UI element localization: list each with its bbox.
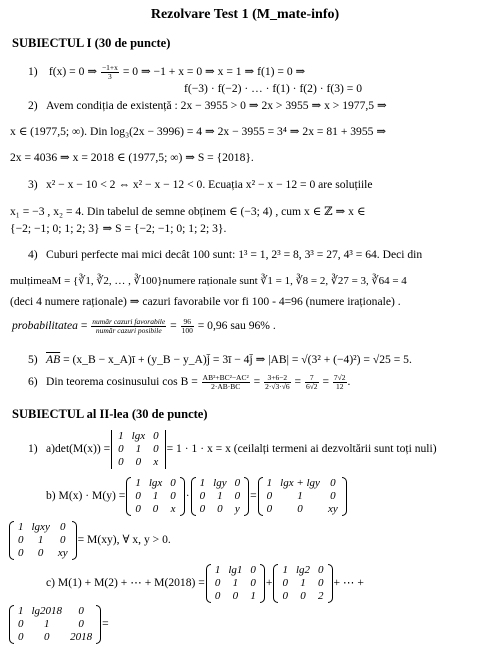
problem-3-line-1: 3) x² − x − 10 < 2 ⇔ x² − x − 12 < 0. Ecuația x² − x − 12 = 0 are soluțiile bbox=[28, 178, 373, 191]
matrix-cell: 0 bbox=[217, 502, 223, 515]
matrix-cell: 0 bbox=[300, 589, 306, 602]
matrix-cell: 1 bbox=[266, 477, 273, 489]
matrix-cell: 0 bbox=[153, 430, 159, 442]
problem-3-line-3: {−2; −1; 0; 1; 2; 3} ⇒ S = {−2; −1; 0; 1; 2; 3}. bbox=[10, 222, 227, 235]
matrix-row bbox=[14, 534, 72, 547]
problem-2-line-3: 2x = 4036 ⇒ x = 2018 ∈ (1977,5; ∞) ⇒ S = {2018}. bbox=[10, 151, 254, 164]
matrix-cell: 0 bbox=[59, 533, 66, 546]
matrix-cell: lg2 bbox=[295, 564, 310, 576]
p6-fraction-2: $\frac{3+6-2}{2\cdot√3\cdot√6}$ bbox=[265, 373, 290, 391]
matrix-cell: 1 bbox=[232, 576, 239, 589]
matrix-cell: 0 bbox=[37, 546, 44, 559]
part-c-line-2: 1 lg2018 0 0 1 0 0 0 2018 = bbox=[8, 605, 109, 644]
problem-5-line: 5) $\overline{AB}$ = (x_B − x_A)ī + (y_B − y_A)j̄ = 3ī − 4j̄ ⇒ |AB| = √(3² + (−4)²) = √25 = 5. bbox=[28, 353, 412, 366]
matrix-cell: 1 bbox=[217, 489, 223, 502]
matrix-cell: lgy bbox=[213, 477, 227, 489]
p6-fraction-4: $\frac{7√2}{12}$ bbox=[333, 373, 346, 391]
matrix-row bbox=[263, 490, 342, 503]
matrix-cell: 2018 bbox=[70, 630, 93, 643]
matrix-sum bbox=[258, 477, 347, 516]
matrix-row bbox=[131, 477, 179, 490]
matrix-cell: 0 bbox=[153, 442, 159, 455]
probability-line: probabilitatea = $\frac{\text{număr cazuri favorabile}}{\text{număr cazuri posibile}}$ = $\frac{96}{100}$ = 0,96 sau 96% . bbox=[12, 317, 276, 335]
matrix-cell: 0 bbox=[135, 489, 141, 502]
matrix-row bbox=[263, 503, 342, 516]
prob-fraction: $\frac{\text{număr cazuri favorabile}}{\text{număr cazuri posibile}}$ bbox=[92, 317, 166, 335]
matrix-cell: xy bbox=[327, 502, 338, 515]
matrix-cell: lgx bbox=[131, 430, 146, 442]
matrix-cell: 0 bbox=[118, 455, 124, 468]
matrix-cell: 0 bbox=[266, 502, 273, 515]
matrix-row bbox=[14, 547, 72, 560]
matrix-cell: 0 bbox=[330, 489, 336, 502]
matrix-cell: lgx + lgy bbox=[280, 477, 320, 489]
matrix-cell: 0 bbox=[152, 502, 159, 515]
matrix-row bbox=[131, 490, 179, 503]
part-b-line-2: 1 lgxy 0 0 1 0 0 0 xy = M(xy), ∀ x, y > 0. bbox=[8, 521, 171, 560]
matrix-cell: 0 bbox=[214, 589, 221, 602]
matrix-cell: 0 bbox=[18, 533, 24, 546]
matrix-cell: lgxy bbox=[31, 521, 50, 533]
matrix-row bbox=[211, 564, 260, 577]
matrix-m1 bbox=[206, 564, 265, 603]
matrix-cell: 0 bbox=[118, 442, 124, 455]
matrix-cell: lgx bbox=[148, 477, 163, 489]
matrix-cell: 1 bbox=[18, 521, 24, 533]
p1-text-b: = 0 ⇒ −1 + x = 0 ⇒ x = 1 ⇒ f(1) = 0 ⇒ bbox=[122, 65, 306, 79]
matrix-cell: 1 bbox=[199, 477, 206, 489]
matrix-cell: 0 bbox=[78, 605, 84, 617]
matrix-row bbox=[131, 503, 179, 516]
matrix-cell: 1 bbox=[135, 477, 141, 489]
matrix-cell: 0 bbox=[282, 589, 288, 602]
matrix-cell: 0 bbox=[78, 617, 84, 630]
matrix-m2 bbox=[273, 564, 332, 603]
matrix-row bbox=[196, 490, 244, 503]
matrix-cell: 0 bbox=[318, 576, 324, 589]
matrix-row bbox=[114, 430, 162, 443]
matrix-row bbox=[263, 477, 342, 490]
matrix-row bbox=[114, 443, 162, 456]
matrix-mx bbox=[126, 477, 184, 516]
matrix-m2018 bbox=[9, 605, 101, 644]
matrix-cell: 0 bbox=[266, 489, 273, 502]
matrix-cell: 0 bbox=[18, 546, 24, 559]
matrix-cell: 1 bbox=[152, 489, 159, 502]
matrix-cell: 0 bbox=[214, 576, 221, 589]
matrix-cell: 0 bbox=[199, 502, 206, 515]
problem-4-line-3: (deci 4 numere raționale) ⇒ cazuri favorabile vor fi 100 - 4=96 (numere iraționale) . bbox=[10, 295, 401, 308]
matrix-mxy bbox=[9, 521, 77, 560]
problem-2-line-1: 2) Avem condiția de existență : 2x − 3955 > 0 ⇒ 2x > 3955 ⇒ x > 1977,5 ⇒ bbox=[28, 99, 387, 112]
matrix-cell: 0 bbox=[170, 489, 176, 502]
matrix-cell: 0 bbox=[135, 502, 141, 515]
matrix-row bbox=[14, 521, 72, 534]
matrix-cell: 0 bbox=[234, 477, 241, 489]
matrix-cell: y bbox=[234, 502, 240, 515]
matrix-cell: 0 bbox=[199, 489, 206, 502]
matrix-cell: 1 bbox=[37, 533, 44, 546]
matrix-row bbox=[114, 456, 162, 469]
matrix-row bbox=[211, 577, 260, 590]
matrix-cell: 0 bbox=[135, 455, 142, 468]
matrix-row bbox=[278, 590, 327, 603]
problem-3-line-2: x₁ = −3 , x₂ = 4. Din tabelul de semne obținem ∈ (−3; 4) , cum x ∈ ℤ ⇒ x ∈ bbox=[10, 205, 366, 218]
problem-6-line: 6) Din teorema cosinusului cos B = $\frac{\text{AB²+BC²−AC²}}{2\cdot AB\cdot BC}$ = $\frac{3+6-2}{2\cdot√3\cdot√6}$ = $\frac{7}{6√2}$ = $\frac{7√2}{12}$ . bbox=[28, 373, 351, 391]
matrix-cell: 0 bbox=[318, 564, 324, 576]
section-heading-1: SUBIECTUL I (30 de puncte) bbox=[12, 36, 171, 50]
matrix-cell: 1 bbox=[18, 605, 24, 617]
p6-fraction-1: $\frac{\text{AB²+BC²−AC²}}{2\cdot AB\cdot BC}$ bbox=[202, 373, 249, 391]
matrix-row bbox=[196, 477, 244, 490]
matrix-cell: 0 bbox=[330, 477, 336, 489]
matrix-row bbox=[14, 631, 96, 644]
problem-1-line-2: f(−3) · f(−2) · … · f(1) · f(2) · f(3) = 0 bbox=[184, 82, 362, 95]
matrix-cell: 1 bbox=[135, 442, 142, 455]
p1-text-a: f(x) = 0 ⇒ bbox=[48, 65, 98, 79]
matrix-cell: 0 bbox=[250, 564, 256, 576]
problem-1-line-1: 1) f(x) = 0 ⇒ $\frac{-1+x}{3}$ = 0 ⇒ −1 + x = 0 ⇒ x = 1 ⇒ f(1) = 0 ⇒ bbox=[28, 63, 306, 81]
matrix-row bbox=[196, 503, 244, 516]
page-title: Rezolvare Test 1 (M_mate-info) bbox=[150, 7, 340, 22]
matrix-cell: 2 bbox=[318, 589, 324, 602]
p6-fraction-3: $\frac{7}{6√2}$ bbox=[305, 373, 318, 391]
matrix-cell: 0 bbox=[297, 502, 303, 515]
section-heading-2: SUBIECTUL al II-lea (30 de puncte) bbox=[12, 407, 208, 421]
matrix-row bbox=[211, 590, 260, 603]
matrix-cell: 0 bbox=[18, 630, 24, 643]
determinant-matrix bbox=[111, 430, 165, 469]
problem-4-line-2: mulțimeaM = {∛1, ∛2, … , ∛100}numere raționale sunt ∛1 = 1, ∛8 = 2, ∛27 = 3, ∛64 = 4 bbox=[10, 275, 407, 287]
matrix-cell: 0 bbox=[282, 576, 288, 589]
matrix-row bbox=[14, 618, 96, 631]
matrix-cell: 1 bbox=[250, 589, 256, 602]
problem-4-line-1: 4) Cuburi perfecte mai mici decât 100 sunt: 1³ = 1, 2³ = 8, 3³ = 27, 4³ = 64. Deci din bbox=[28, 248, 423, 261]
matrix-cell: 0 bbox=[18, 617, 24, 630]
p1-fraction: $\frac{-1+x}{3}$ bbox=[101, 63, 118, 81]
matrix-cell: 0 bbox=[44, 630, 50, 643]
matrix-my bbox=[191, 477, 249, 516]
matrix-cell: x bbox=[153, 455, 159, 468]
part-c-line: c) M(1) + M(2) + ⋯ + M(2018) = 1 lg1 0 0 1 0 0 0 1 + 1 lg2 0 0 1 0 0 0 2 + ⋯ + bbox=[46, 564, 364, 602]
matrix-cell: 0 bbox=[234, 489, 241, 502]
matrix-cell: 1 bbox=[44, 617, 50, 630]
matrix-cell: lg1 bbox=[228, 564, 243, 576]
prob-fraction-2: $\frac{96}{100}$ bbox=[181, 317, 193, 335]
matrix-cell: 1 bbox=[282, 564, 288, 576]
matrix-cell: 1 bbox=[118, 430, 124, 442]
matrix-cell: 0 bbox=[59, 521, 66, 533]
matrix-cell: 0 bbox=[250, 576, 256, 589]
matrix-cell: lg2018 bbox=[31, 605, 63, 617]
matrix-cell: xy bbox=[57, 546, 68, 559]
matrix-cell: 1 bbox=[297, 489, 303, 502]
matrix-row bbox=[278, 564, 327, 577]
matrix-cell: 0 bbox=[170, 477, 176, 489]
matrix-row bbox=[14, 605, 96, 618]
part-b-line: b) M(x) · M(y) = 1 lgx 0 0 1 0 0 0 x · 1 lgy 0 0 1 0 0 0 y = 1 lgx + lgy 0 0 1 0 0 0 xy bbox=[46, 477, 348, 516]
problem-2-line-2: x ∈ (1977,5; ∞). Din log₃(2x − 3996) = 4 ⇒ 2x − 3955 = 3⁴ ⇒ 2x = 81 + 3955 ⇒ bbox=[10, 125, 387, 138]
matrix-row bbox=[278, 577, 327, 590]
matrix-cell: 1 bbox=[214, 564, 221, 576]
part-a-line: 1) a)det(M(x)) = 1 lgx 0 0 1 0 0 0 x = 1 · 1 · x = x (ceilalți termeni ai dezvoltării sunt toți nuli) bbox=[28, 430, 437, 468]
matrix-cell: x bbox=[170, 502, 176, 515]
matrix-cell: 1 bbox=[300, 576, 306, 589]
matrix-cell: 0 bbox=[232, 589, 239, 602]
